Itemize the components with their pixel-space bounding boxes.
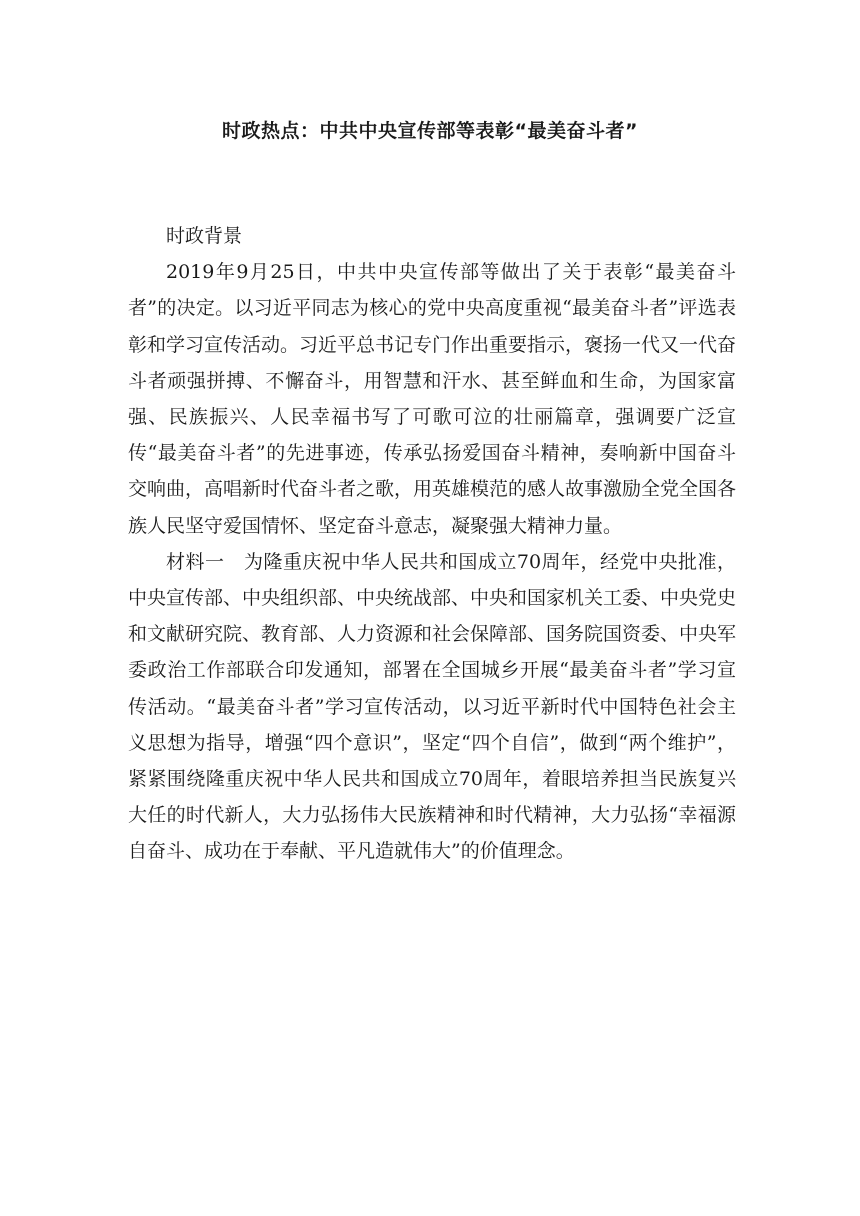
section-heading-background: 时政背景	[166, 225, 243, 247]
paragraph-material-one: 材料一 为隆重庆祝中华人民共和国成立70周年，经党中央批准，中央宣传部、中央组织部、中央统战部、中央和国家机关工委、中央党史和文献研究院、教育部、人力资源和社会保障部、国务院国资委、中央军委政治工作部联合印发通知，部署在全国城乡开展“最美奋斗者”学习宣传活动。“最美奋斗者”学习宣传活动，以习近平新时代中国特色社会主义思想为指导，增强“四个意识”，坚定“四个自信”，做到“两个维护”，紧紧围绕隆重庆祝中华人民共和国成立70周年，着眼培养担当民族复兴大任的时代新人，大力弘扬伟大民族精神和时代精神，大力弘扬“幸福源自奋斗、成功在于奉献、平凡造就伟大”的价值理念。	[128, 550, 737, 863]
document-title: 时政热点：中共中央宣传部等表彰“最美奋斗者”	[222, 120, 638, 142]
paragraph-background: 2019年9月25日，中共中央宣传部等做出了关于表彰“最美奋斗者”的决定。以习近平同志为核心的党中央高度重视“最美奋斗者”评选表彰和学习宣传活动。习近平总书记专门作出重要指示，褒扬一代又一代奋斗者顽强拼搏、不懈奋斗，用智慧和汗水、甚至鲜血和生命，为国家富强、民族振兴、人民幸福书写了可歌可泣的壮丽篇章，强调要广泛宣传“最美奋斗者”的先进事迹，传承弘扬爱国奋斗精神，奏响新中国奋斗交响曲，高唱新时代奋斗者之歌，用英雄模范的感人故事激励全党全国各族人民坚守爱国情怀、坚定奋斗意志，凝聚强大精神力量。	[128, 261, 737, 537]
document-body	[128, 218, 736, 870]
